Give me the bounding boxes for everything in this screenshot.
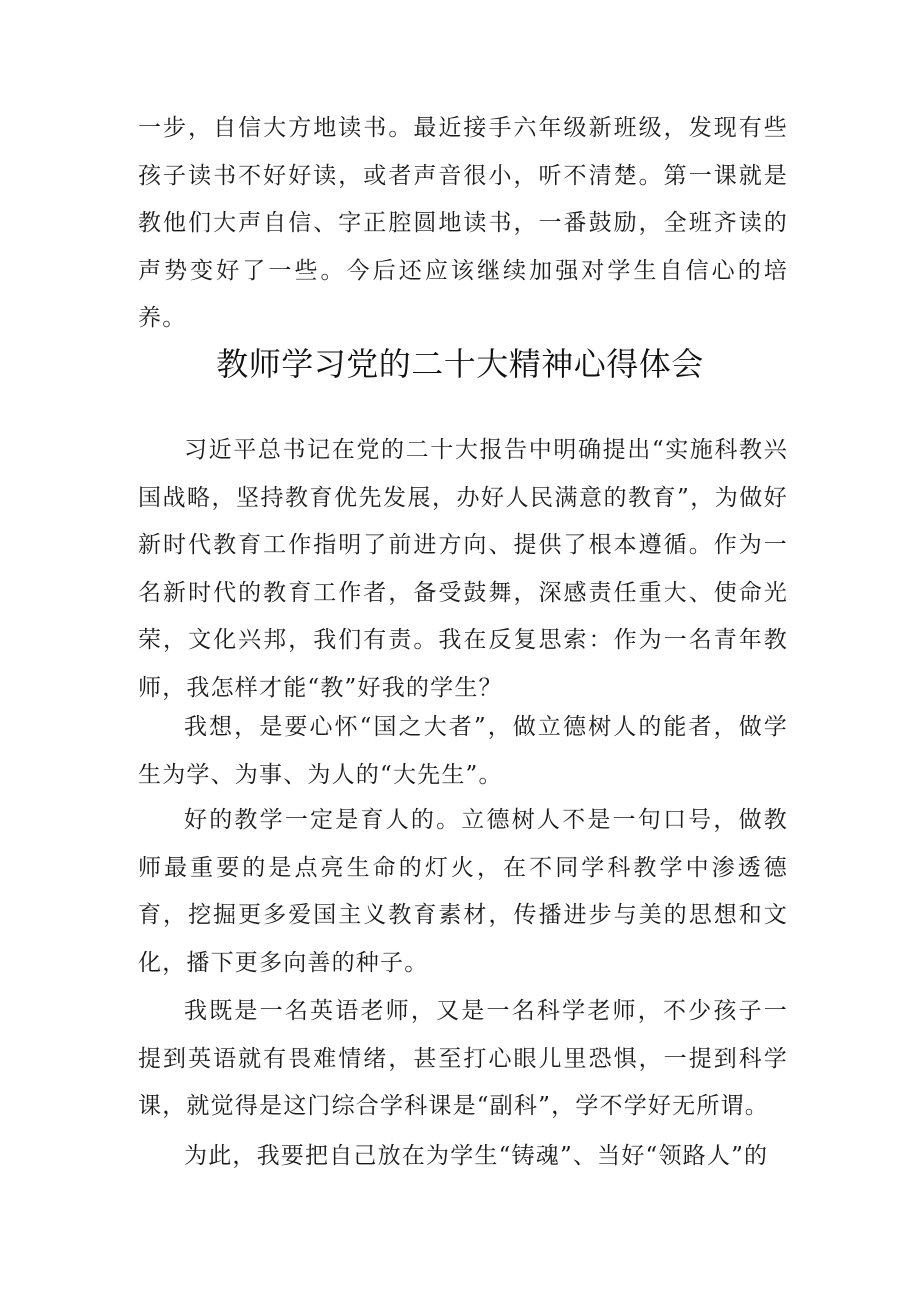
body-paragraph-5: 为此，我要把自己放在为学生“铸魂”、当好“领路人”的 <box>184 1143 769 1169</box>
document-title: 教师学习党的二十大精神心得体会 <box>216 345 704 383</box>
body-paragraph-1: 习近平总书记在党的二十大报告中明确提出“实施科教兴国战略，坚持教育优先发展，办好人民满意的教育”，为做好新时代教育工作指明了前进方向、提供了根本遵循。作为一名新时代的教育工作者，备受鼓舞，深感责任重大、使命光荣，文化兴邦，我们有责。我在反复思索：作为一名青年教师，我怎样才能“教”好我的学生？ <box>138 437 788 701</box>
body-paragraph-3: 好的教学一定是育人的。立德树人不是一句口号，做教师最重要的是点亮生命的灯火，在不同学科教学中渗透德育，挖掘更多爱国主义教育素材，传播进步与美的思想和文化，播下更多向善的种子。 <box>138 807 788 976</box>
body-paragraph-2: 我想，是要心怀“国之大者”，做立德树人的能者，做学生为学、为事、为人的“大先生”。 <box>138 714 788 788</box>
body-paragraph-4: 我既是一名英语老师，又是一名科学老师，不少孩子一提到英语就有畏难情绪，甚至打心眼儿里恐惧，一提到科学课，就觉得是这门综合学科课是“副科”，学不学好无所谓。 <box>138 998 788 1119</box>
continuation-paragraph: 一步，自信大方地读书。最近接手六年级新班级，发现有些孩子读书不好好读，或者声音很小，听不清楚。第一课就是教他们大声自信、字正腔圆地读书，一番鼓励，全班齐读的声势变好了一些。今后还应该继续加强对学生自信心的培养。 <box>138 115 788 331</box>
